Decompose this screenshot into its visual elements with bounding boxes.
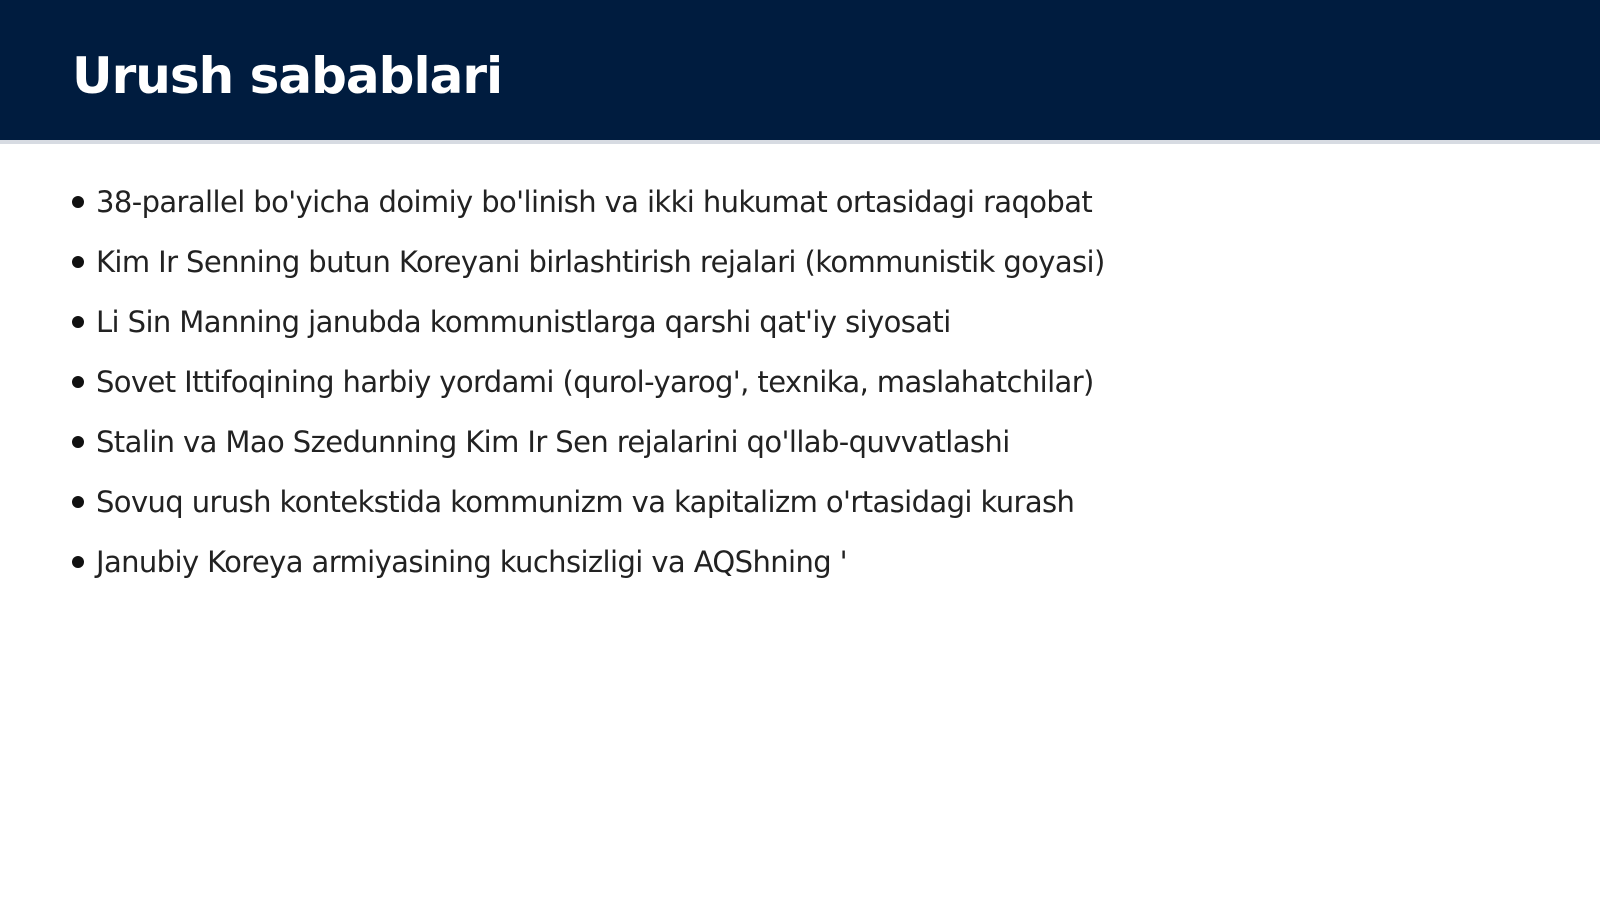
slide-title: Urush sabablari (72, 47, 503, 105)
bullet-item (72, 472, 1105, 532)
bullet-dot-icon (72, 496, 84, 508)
bullet-item (72, 292, 1105, 352)
slide-header (0, 0, 1600, 144)
bullet-item (72, 172, 1105, 232)
bullet-dot-icon (72, 556, 84, 568)
bullet-text: Sovet Ittifoqining harbiy yordami (qurol-yarog', texnika, maslahatchilar) (96, 365, 1094, 399)
bullet-dot-icon (72, 376, 84, 388)
bullet-item (72, 352, 1105, 412)
bullet-item (72, 532, 1105, 592)
bullet-dot-icon (72, 196, 84, 208)
bullet-text: Stalin va Mao Szedunning Kim Ir Sen rejalarini qo'llab-quvvatlashi (96, 425, 1010, 459)
bullet-text: Janubiy Koreya armiyasining kuchsizligi va AQShning ' (96, 545, 848, 579)
bullet-text: 38-parallel bo'yicha doimiy bo'linish va ikki hukumat ortasidagi raqobat (96, 185, 1093, 219)
bullet-dot-icon (72, 316, 84, 328)
bullet-text: Sovuq urush kontekstida kommunizm va kapitalizm o'rtasidagi kurash (96, 485, 1075, 519)
bullet-dot-icon (72, 436, 84, 448)
bullet-dot-icon (72, 256, 84, 268)
bullet-text: Li Sin Manning janubda kommunistlarga qarshi qat'iy siyosati (96, 305, 951, 339)
bullet-item (72, 232, 1105, 292)
bullet-item (72, 412, 1105, 472)
bullet-text: Kim Ir Senning butun Koreyani birlashtirish rejalari (kommunistik goyasi) (96, 245, 1105, 279)
bullet-list (72, 172, 1105, 592)
